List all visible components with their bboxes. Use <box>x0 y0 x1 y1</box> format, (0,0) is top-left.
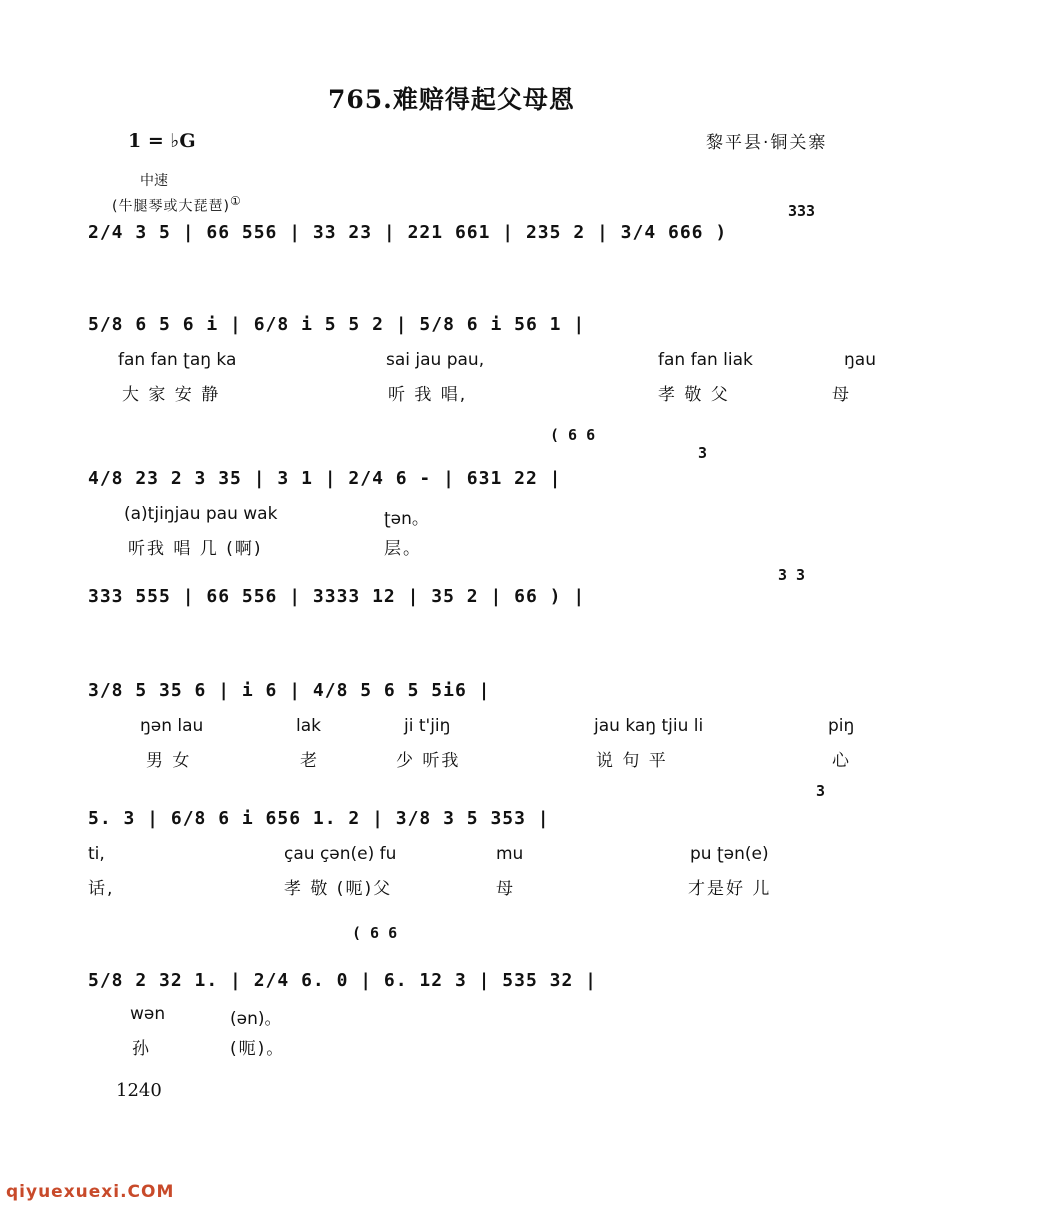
footnote-mark: ① <box>229 194 242 208</box>
row-7-roman-1: wən <box>130 1004 166 1024</box>
row-2-roman-4: ŋau <box>844 350 876 370</box>
staff-row-4 <box>88 566 904 614</box>
tempo-marking: 中速 <box>140 173 168 189</box>
row-6-roman-2: çau çən(e) fu <box>284 844 397 864</box>
row-6-chinese-2: 孝 敬 (呃)父 <box>284 879 393 899</box>
row-2-roman-2: sai jau pau, <box>386 350 485 370</box>
page-number: 1240 <box>116 1080 162 1101</box>
row-3-roman-2: ʈən。 <box>384 509 429 529</box>
row-6-triplet-mark: 3 <box>816 782 826 800</box>
row-2-notes: 5/8 6 5 6 i | 6/8 i 5 5 2 | 5/8 6 i 56 1 | <box>88 314 586 335</box>
row-2-chinese-3: 孝 敬 父 <box>658 385 730 405</box>
row-3-roman-1: (a)tjiŋjau pau wak <box>124 504 278 524</box>
row-6-chinese-4: 才是好 儿 <box>688 879 772 899</box>
row-2-roman-3: fan fan liak <box>658 350 753 370</box>
row-1-notes: 2/4 3 5 | 66 556 | 33 23 | 221 661 | 235 2 | 3/4 666 ) <box>88 222 728 243</box>
row-5-roman-1: ŋən lau <box>140 716 204 736</box>
instrument-note <box>112 194 242 216</box>
row-3-chinese-1: 听我 唱 几 (啊) <box>128 539 263 559</box>
row-5-roman-5: piŋ <box>828 716 855 736</box>
row-2-chinese-2: 听 我 唱, <box>388 385 468 405</box>
staff-row-5 <box>88 680 904 771</box>
row-3-upper-notes: 3 <box>698 444 708 462</box>
row-6-roman-3: mu <box>496 844 524 864</box>
row-3-notes: 4/8 23 2 3 35 | 3 1 | 2/4 6 - | 631 22 | <box>88 468 562 489</box>
site-watermark[interactable]: qiyuexuexi.COM <box>6 1182 175 1202</box>
row-2-roman-1: fan fan ʈaŋ ka <box>118 350 237 370</box>
row-5-chinese-1: 男 女 <box>146 751 192 771</box>
row-6-roman-4: pu ʈən(e) <box>690 844 769 864</box>
row-5-roman-4: jau kaŋ tjiu li <box>594 716 704 736</box>
row-7-inst-notes: ( 6 6 <box>352 924 398 942</box>
song-origin: 黎平县·铜关寨 <box>706 133 828 153</box>
row-4-upper-notes: 3 3 <box>778 566 806 584</box>
row-5-chinese-2: 老 <box>300 751 319 771</box>
staff-row-2 <box>88 314 904 405</box>
key-signature: 1 = ♭G <box>128 130 196 152</box>
staff-row-6 <box>88 782 904 899</box>
row-5-chinese-3: 少 听我 <box>396 751 461 771</box>
row-3-inst-notes: ( 6 6 <box>550 426 596 444</box>
row-5-roman-3: ji t'jiŋ <box>404 716 451 736</box>
row-7-chinese-2: (呃)。 <box>230 1039 286 1059</box>
instrument-label: (牛腿琴或大琵琶) <box>112 198 230 215</box>
row-6-notes: 5. 3 | 6/8 6 i 656 1. 2 | 3/8 3 5 353 | <box>88 808 550 829</box>
staff-row-3 <box>88 426 904 559</box>
row-3-chinese-2: 层。 <box>384 539 422 559</box>
song-title: 765.难赔得起父母恩 <box>328 85 575 114</box>
row-7-notes: 5/8 2 32 1. | 2/4 6. 0 | 6. 12 3 | 535 32 | <box>88 970 597 991</box>
row-5-roman-2: lak <box>296 716 321 736</box>
row-2-chinese-1: 大 家 安 静 <box>122 385 221 405</box>
row-4-notes: 333 555 | 66 556 | 3333 12 | 35 2 | 66 ) | <box>88 586 586 607</box>
row-2-chinese-4: 母 <box>832 385 851 405</box>
row-1-upper-notes: 333 <box>788 202 816 220</box>
row-5-chinese-5: 心 <box>832 751 851 771</box>
staff-row-7 <box>88 924 904 1059</box>
row-7-roman-2: (ən)。 <box>230 1009 282 1029</box>
row-6-roman-1: ti, <box>88 844 105 864</box>
row-6-chinese-1: 话, <box>88 879 115 899</box>
row-6-chinese-3: 母 <box>496 879 515 899</box>
row-5-chinese-4: 说 句 平 <box>596 751 668 771</box>
row-5-notes: 3/8 5 35 6 | i 6 | 4/8 5 6 5 5i6 | <box>88 680 491 701</box>
row-7-chinese-1: 孙 <box>132 1039 151 1059</box>
